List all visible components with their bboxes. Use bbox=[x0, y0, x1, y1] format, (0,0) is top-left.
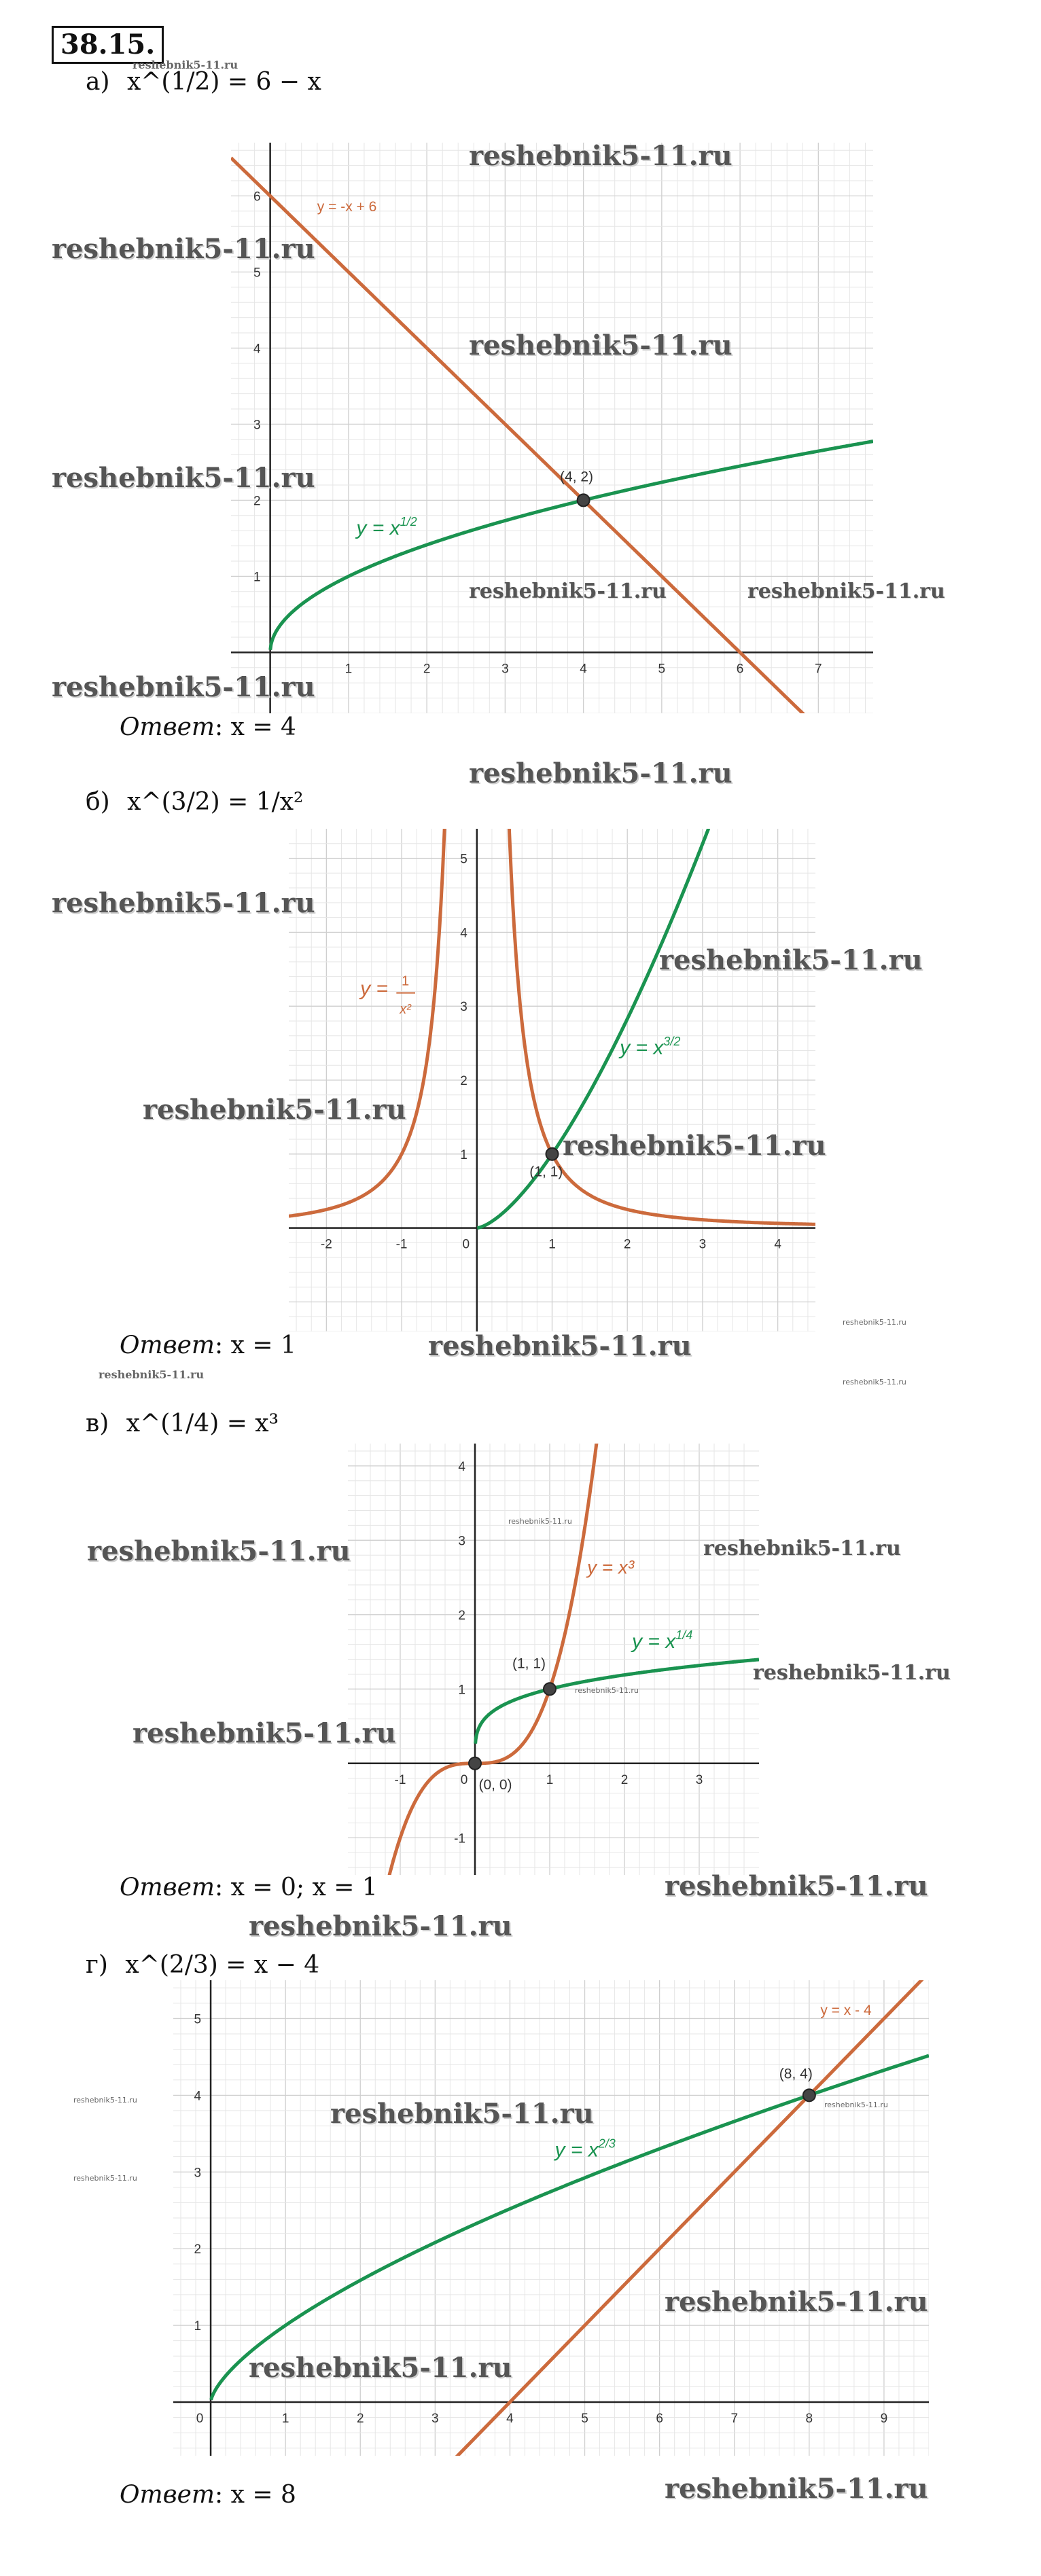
watermark: reshebnik5-11.ru bbox=[73, 2096, 137, 2105]
x-tick-label: 0 bbox=[460, 1772, 468, 1787]
watermark: reshebnik5-11.ru bbox=[843, 1378, 906, 1387]
part-c-label bbox=[86, 1410, 279, 1437]
y-tick-label: -1 bbox=[454, 1831, 465, 1846]
point-label: (0, 0) bbox=[478, 1777, 512, 1793]
x-tick-label: 3 bbox=[501, 662, 509, 677]
watermark: reshebnik5-11.ru bbox=[753, 1661, 951, 1685]
curve-label: $y = x^{2/3}$ bbox=[554, 2136, 616, 2162]
y-tick-label: 6 bbox=[253, 190, 261, 204]
x-tick-label: 6 bbox=[736, 662, 744, 677]
answer-d-prefix: Ответ bbox=[120, 2481, 215, 2509]
watermark: reshebnik5-11.ru bbox=[703, 1537, 901, 1560]
watermark: reshebnik5-11.ru bbox=[575, 1686, 639, 1695]
x-tick-label: 5 bbox=[581, 2411, 588, 2426]
y-tick-label: 3 bbox=[458, 1534, 465, 1549]
line-label: y = -x + 6 bbox=[317, 198, 377, 215]
y-tick-label: 5 bbox=[460, 852, 467, 867]
x-tick-label: 1 bbox=[546, 1772, 554, 1787]
x-tick-label: 0 bbox=[462, 1237, 470, 1252]
x-tick-label: 9 bbox=[880, 2411, 888, 2426]
y-tick-label: 5 bbox=[194, 2012, 202, 2027]
part-c-letter: в) bbox=[86, 1410, 109, 1437]
watermark: reshebnik5-11.ru bbox=[52, 462, 315, 494]
x-tick-label: 1 bbox=[345, 662, 353, 677]
curve1-denominator: x² bbox=[400, 1002, 411, 1018]
y-tick-label: 2 bbox=[194, 2242, 202, 2257]
x-tick-label: 1 bbox=[281, 2411, 289, 2426]
intersection-point bbox=[546, 1148, 559, 1160]
problem-number: 38.15. bbox=[52, 26, 164, 64]
intersection-point bbox=[469, 1757, 481, 1770]
x-tick-label: -1 bbox=[394, 1772, 406, 1787]
part-d-equation: x^(2/3) = x − 4 bbox=[125, 1951, 320, 1979]
part-b-equation: x^(3/2) = 1/x² bbox=[127, 788, 304, 816]
x-tick-label: 2 bbox=[623, 1237, 631, 1252]
part-b-answer bbox=[120, 1331, 296, 1359]
x-tick-label: -2 bbox=[320, 1237, 332, 1252]
curve1-numerator: 1 bbox=[402, 973, 410, 989]
x-tick-label: 7 bbox=[730, 2411, 739, 2426]
curve-label: $y = x^{1/2}$ bbox=[356, 514, 417, 539]
answer-c-prefix: Ответ bbox=[120, 1874, 215, 1901]
x-tick-label: 8 bbox=[805, 2411, 813, 2426]
curve1-label: y = x³ bbox=[587, 1556, 635, 1578]
watermark: reshebnik5-11.ru bbox=[843, 1318, 906, 1327]
watermark: reshebnik5-11.ru bbox=[87, 1535, 351, 1567]
watermark: reshebnik5-11.ru bbox=[659, 944, 923, 976]
series-green-curve bbox=[476, 1660, 759, 1744]
answer-a-value: : x = 4 bbox=[215, 713, 296, 741]
part-d-answer bbox=[120, 2481, 296, 2509]
x-tick-label: 5 bbox=[658, 662, 666, 677]
intersection-point bbox=[544, 1683, 556, 1695]
watermark: reshebnik5-11.ru bbox=[52, 671, 315, 703]
watermark: reshebnik5-11.ru bbox=[99, 1368, 205, 1381]
part-d-label bbox=[86, 1951, 319, 1979]
watermark: reshebnik5-11.ru bbox=[52, 887, 315, 919]
x-tick-label: 2 bbox=[620, 1772, 629, 1787]
watermark: reshebnik5-11.ru bbox=[133, 58, 239, 71]
part-d-letter: г) bbox=[86, 1951, 108, 1979]
watermark: reshebnik5-11.ru bbox=[665, 2286, 928, 2318]
point-label: (1, 1) bbox=[512, 1656, 546, 1672]
part-a-equation: x^(1/2) = 6 − x bbox=[126, 68, 321, 96]
intersection-point bbox=[803, 2089, 815, 2101]
watermark: reshebnik5-11.ru bbox=[665, 1870, 928, 1902]
answer-b-prefix: Ответ bbox=[120, 1331, 215, 1359]
part-c-answer bbox=[120, 1874, 378, 1901]
watermark: reshebnik5-11.ru bbox=[824, 2100, 888, 2109]
watermark: reshebnik5-11.ru bbox=[508, 1517, 572, 1526]
curve1-label: y = bbox=[360, 977, 389, 1000]
watermark: reshebnik5-11.ru bbox=[469, 579, 667, 603]
point-label: (1, 1) bbox=[529, 1164, 563, 1180]
watermark: reshebnik5-11.ru bbox=[665, 2473, 928, 2505]
part-b-label bbox=[86, 788, 303, 816]
y-tick-label: 2 bbox=[458, 1608, 465, 1623]
watermark: reshebnik5-11.ru bbox=[563, 1130, 826, 1162]
part-b-letter: б) bbox=[86, 788, 110, 816]
x-tick-label: 2 bbox=[423, 662, 431, 677]
x-tick-label: 1 bbox=[548, 1237, 556, 1252]
watermark: reshebnik5-11.ru bbox=[330, 2098, 594, 2130]
chart-a bbox=[231, 143, 873, 713]
watermark: reshebnik5-11.ru bbox=[747, 579, 945, 603]
y-tick-label: 3 bbox=[253, 418, 261, 433]
answer-a-prefix: Ответ bbox=[120, 713, 215, 741]
line-label: y = x - 4 bbox=[820, 2002, 872, 2018]
part-a-label bbox=[86, 68, 321, 96]
part-c-equation: x^(1/4) = x³ bbox=[126, 1410, 279, 1437]
watermark: reshebnik5-11.ru bbox=[249, 2352, 512, 2384]
y-tick-label: 1 bbox=[460, 1147, 467, 1162]
watermark: reshebnik5-11.ru bbox=[133, 1717, 396, 1749]
watermark: reshebnik5-11.ru bbox=[73, 2174, 137, 2183]
chart-c bbox=[348, 1444, 759, 1875]
y-tick-label: 3 bbox=[194, 2166, 202, 2181]
curve2-label: $y = x^{1/4}$ bbox=[632, 1628, 693, 1653]
watermark: reshebnik5-11.ru bbox=[428, 1330, 692, 1362]
y-tick-label: 5 bbox=[253, 266, 261, 281]
x-tick-label: 3 bbox=[695, 1772, 703, 1787]
part-a-answer bbox=[120, 713, 296, 741]
y-tick-label: 1 bbox=[194, 2319, 202, 2334]
x-tick-label: 0 bbox=[196, 2411, 204, 2426]
curve2-label: $y = x^{3/2}$ bbox=[620, 1034, 681, 1059]
y-tick-label: 4 bbox=[253, 342, 261, 357]
answer-c-value: : x = 0; x = 1 bbox=[215, 1874, 378, 1901]
y-tick-label: 1 bbox=[458, 1683, 465, 1698]
x-tick-label: 2 bbox=[356, 2411, 364, 2426]
x-tick-label: 3 bbox=[699, 1237, 707, 1252]
chart-d bbox=[173, 1980, 929, 2456]
x-tick-label: -1 bbox=[395, 1237, 408, 1252]
watermark: reshebnik5-11.ru bbox=[52, 233, 315, 265]
point-label: (4, 2) bbox=[560, 469, 594, 485]
x-tick-label: 4 bbox=[580, 662, 587, 677]
x-tick-label: 3 bbox=[431, 2411, 439, 2426]
y-tick-label: 2 bbox=[460, 1074, 467, 1088]
watermark: reshebnik5-11.ru bbox=[469, 140, 733, 172]
point-label: (8, 4) bbox=[779, 2066, 813, 2082]
y-tick-label: 2 bbox=[253, 494, 261, 509]
x-tick-label: 4 bbox=[774, 1237, 781, 1252]
watermark: reshebnik5-11.ru bbox=[469, 329, 733, 361]
chart-b bbox=[289, 829, 815, 1331]
part-a-letter: а) bbox=[86, 68, 110, 96]
y-tick-label: 4 bbox=[458, 1459, 465, 1474]
y-tick-label: 1 bbox=[253, 570, 261, 585]
answer-b-value: : x = 1 bbox=[215, 1331, 296, 1359]
y-tick-label: 3 bbox=[460, 1000, 467, 1015]
watermark: reshebnik5-11.ru bbox=[143, 1094, 406, 1126]
x-tick-label: 4 bbox=[506, 2411, 514, 2426]
x-tick-label: 7 bbox=[815, 662, 822, 677]
answer-d-value: : x = 8 bbox=[215, 2481, 296, 2509]
watermark: reshebnik5-11.ru bbox=[249, 1910, 512, 1942]
y-tick-label: 4 bbox=[460, 926, 467, 941]
intersection-point bbox=[578, 494, 590, 506]
x-tick-label: 6 bbox=[656, 2411, 663, 2426]
watermark: reshebnik5-11.ru bbox=[469, 757, 733, 789]
y-tick-label: 4 bbox=[194, 2089, 202, 2104]
